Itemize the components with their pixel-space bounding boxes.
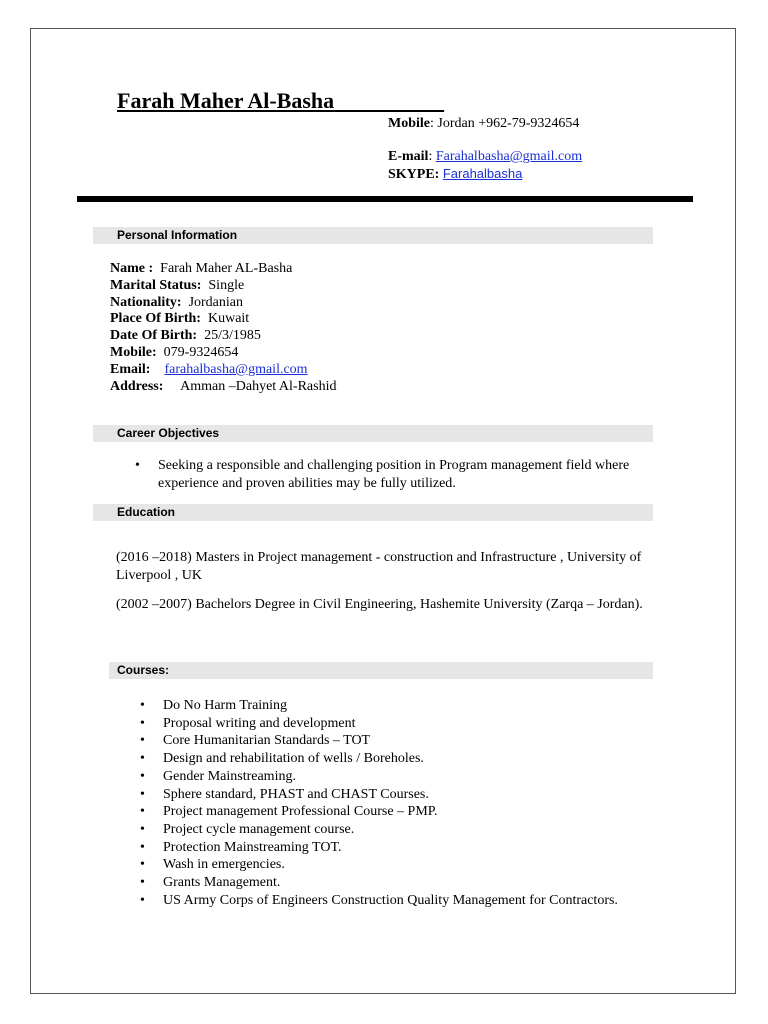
- section-career-objectives: Career Objectives: [93, 425, 653, 442]
- list-item: • Project cycle management course.: [140, 821, 640, 839]
- list-item: • Seeking a responsible and challenging position in Program management field where experience and proven abilities may be fully utilized.: [135, 457, 655, 492]
- field-value: Amman –Dahyet Al-Rashid: [180, 378, 337, 394]
- education-entry-masters: (2016 –2018) Masters in Project management - construction and Infrastructure , University of Liverpool , UK: [116, 550, 642, 583]
- list-item: • Grants Management.: [140, 874, 640, 892]
- field-label: Mobile:: [110, 344, 157, 360]
- skype-label: SKYPE:: [388, 167, 440, 182]
- email-link[interactable]: Farahalbasha@gmail.com: [435, 149, 583, 164]
- email-sep: :: [428, 149, 436, 164]
- list-item: • Project management Professional Course – PMP.: [140, 803, 640, 821]
- personal-info-row: [110, 311, 336, 328]
- resume-name-text: Farah Maher Al-Basha: [117, 88, 335, 113]
- personal-info-row: [110, 362, 336, 379]
- list-item: • Do No Harm Training: [140, 697, 640, 715]
- personal-info-row: [110, 261, 336, 278]
- section-personal-information: Personal Information: [93, 227, 653, 244]
- email-line: [388, 149, 582, 165]
- list-item: • US Army Corps of Engineers Construction Quality Management for Contractors.: [140, 892, 640, 910]
- skype-line: [388, 166, 522, 183]
- skype-link[interactable]: Farahalbasha: [442, 166, 523, 181]
- section-courses: Courses:: [109, 662, 653, 679]
- field-label: Marital Status:: [110, 277, 202, 293]
- personal-info-row: [110, 345, 336, 362]
- field-value: Single: [208, 277, 245, 293]
- field-value: 25/3/1985: [204, 328, 261, 344]
- list-item: • Protection Mainstreaming TOT.: [140, 839, 640, 857]
- mobile-label: Mobile: [388, 116, 430, 131]
- section-education: Education: [93, 504, 653, 521]
- education-entry-bachelors: (2002 –2007) Bachelors Degree in Civil Engineering, Hashemite University (Zarqa – Jordan).: [116, 597, 643, 612]
- personal-info-row: [110, 295, 336, 312]
- mobile-line: [388, 116, 579, 132]
- field-label: Email:: [110, 361, 151, 377]
- courses-list: [140, 697, 640, 909]
- field-value: 079-9324654: [163, 344, 239, 360]
- field-value: Jordanian: [188, 294, 243, 310]
- field-label: Place Of Birth:: [110, 311, 201, 327]
- list-item: • Design and rehabilitation of wells / Boreholes.: [140, 750, 640, 768]
- list-item: • Proposal writing and development: [140, 715, 640, 733]
- list-item: • Wash in emergencies.: [140, 856, 640, 874]
- personal-info-row: [110, 278, 336, 295]
- email-label: E-mail: [388, 149, 429, 164]
- personal-info-row: [110, 379, 336, 396]
- career-objectives-list: [135, 457, 655, 492]
- list-item: • Sphere standard, PHAST and CHAST Courses.: [140, 786, 640, 804]
- field-label: Name :: [110, 261, 154, 276]
- resume-name: [117, 88, 444, 114]
- field-value: Kuwait: [207, 311, 250, 327]
- personal-email-link[interactable]: farahalbasha@gmail.com: [164, 361, 308, 377]
- list-item: • Gender Mainstreaming.: [140, 768, 640, 786]
- personal-info-row: [110, 328, 336, 345]
- list-item: • Core Humanitarian Standards – TOT: [140, 732, 640, 750]
- field-label: Date Of Birth:: [110, 328, 198, 344]
- personal-info-list: [110, 261, 336, 395]
- field-value: Farah Maher AL-Basha: [160, 261, 293, 276]
- header-divider: [77, 196, 693, 202]
- field-label: Nationality:: [110, 294, 182, 310]
- mobile-value: : Jordan +962-79-9324654: [430, 116, 580, 131]
- field-label: Address:: [110, 378, 164, 394]
